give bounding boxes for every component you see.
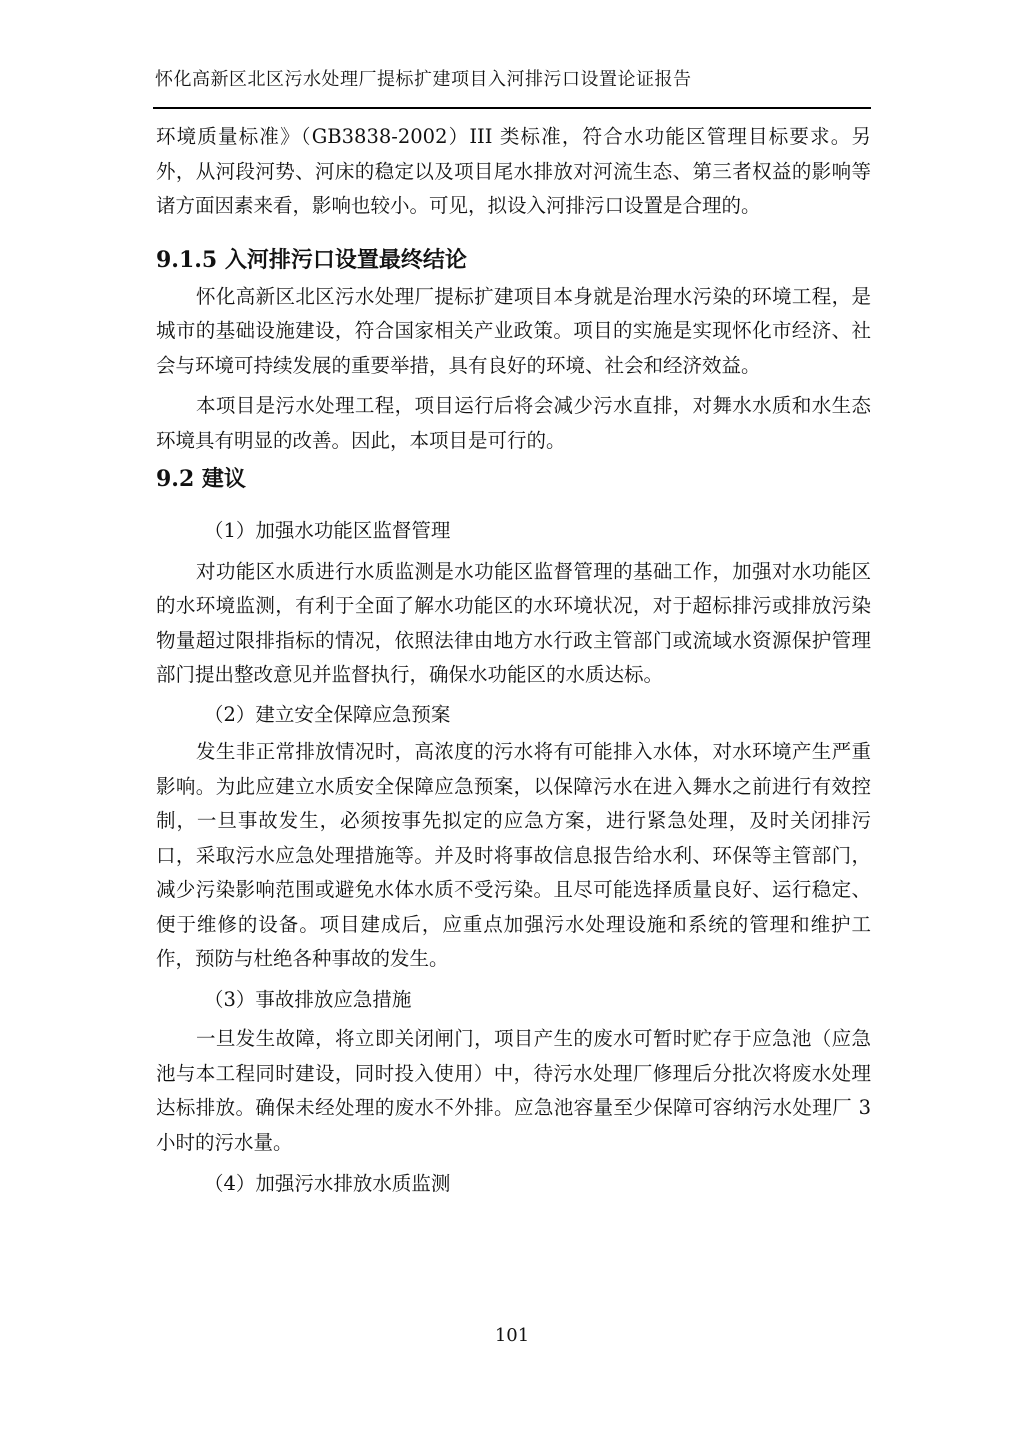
page-header-title: 怀化高新区北区污水处理厂提标扩建项目入河排污口设置论证报告 — [155, 69, 692, 90]
paragraph-continued: 环境质量标准》（GB3838-2002）III 类标准，符合水功能区管理目标要求。另外，从河段河势、河床的稳定以及项目尾水排放对河流生态、第三者权益的影响等诸方面因素来看，影响也较小。可见，拟设入河排污口设置是合理的。 — [156, 125, 871, 217]
paragraph-conclusion-2: 本项目是污水处理工程，项目运行后将会减少污水直排，对舞水水质和水生态环境具有明显的改善。因此，本项目是可行的。 — [156, 394, 871, 452]
paragraph-conclusion-1: 怀化高新区北区污水处理厂提标扩建项目本身就是治理水污染的环境工程，是城市的基础设施建设，符合国家相关产业政策。项目的实施是实现怀化市经济、社会与环境可持续发展的重要举措，具有良好的环境、社会和经济效益。 — [156, 284, 871, 377]
page-body — [156, 120, 871, 1202]
paragraph-suggestion-2: 发生非正常排放情况时，高浓度的污水将有可能排入水体，对水环境产生严重影响。为此应建立水质安全保障应急预案，以保障污水在进入舞水之前进行有效控制，一旦事故发生，必须按事先拟定的应急方案，进行紧急处理，及时关闭排污口，采取污水应急处理措施等。并及时将事故信息报告给水利、环保等主管部门，减少污染影响范围或避免水体水质不受污染。且尽可能选择质量良好、运行稳定、便于维修的设备。项目建成后，应重点加强污水处理设施和系统的管理和维护工作，预防与杜绝各种事故的发生。 — [156, 740, 871, 970]
subheading-3: （3）事故排放应急措施 — [204, 987, 412, 1011]
section-heading-9-1-5: 9.1.5 入河排污口设置最终结论 — [156, 246, 467, 273]
header-rule — [153, 107, 871, 109]
subheading-4: （4）加强污水排放水质监测 — [204, 1172, 451, 1195]
paragraph-suggestion-1: 对功能区水质进行水质监测是水功能区监督管理的基础工作，加强对水功能区的水环境监测，有利于全面了解水功能区的水环境状况，对于超标排污或排放污染物量超过限排指标的情况，依照法律由地方水行政主管部门或流域水资源保护管理部门提出整改意见并监督执行，确保水功能区的水质达标。 — [156, 559, 871, 686]
subheading-1: （1）加强水功能区监督管理 — [204, 519, 451, 542]
section-heading-9-2: 9.2 建议 — [156, 466, 246, 492]
page-number: 101 — [494, 1325, 530, 1346]
paragraph-suggestion-3: 一旦发生故障，将立即关闭闸门，项目产生的废水可暂时贮存于应急池（应急池与本工程同时建设，同时投入使用）中，待污水处理厂修理后分批次将废水处理达标排放。确保未经处理的废水不外排。应急池容量至少保障可容纳污水处理厂 3 小时的污水量。 — [156, 1027, 871, 1154]
subheading-2: （2）建立安全保障应急预案 — [204, 702, 451, 726]
